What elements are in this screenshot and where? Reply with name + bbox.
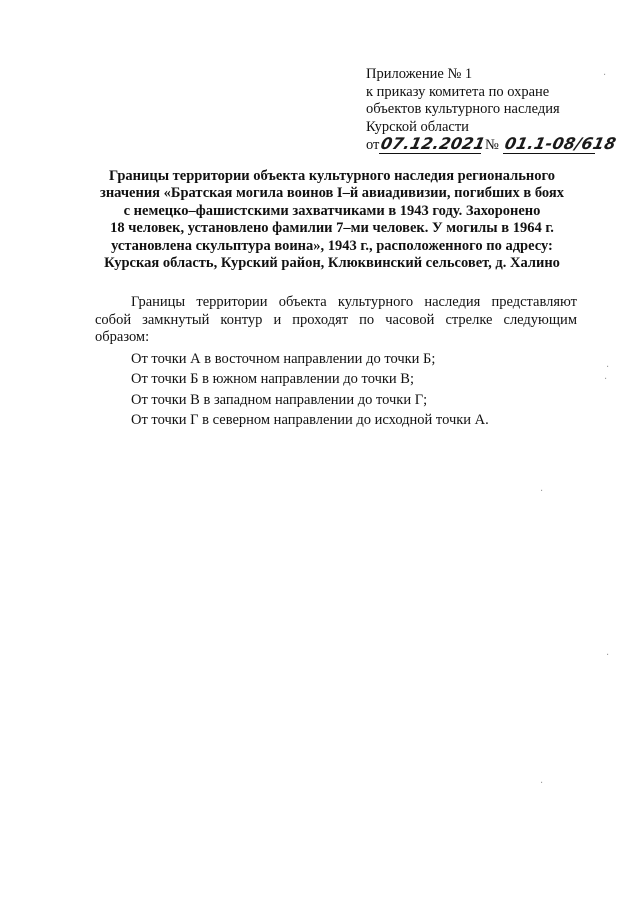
document-body: [95, 294, 577, 431]
appendix-committee-line: объектов культурного наследия: [366, 101, 560, 117]
order-number-field: [502, 134, 618, 154]
paragraph-line: образом:: [95, 329, 150, 346]
scan-speck: ·: [606, 362, 610, 373]
from-label: от: [366, 137, 380, 153]
order-number-handwritten: 01.1-08/618: [502, 134, 618, 153]
number-label: №: [485, 137, 499, 153]
order-date-number-line: [366, 134, 618, 155]
list-item: От точки В в западном направлении до точки Г;: [131, 391, 428, 408]
appendix-block: [366, 66, 618, 155]
title-line: с немецко–фашистскими захватчиками в 1943 году. Захоронено: [123, 202, 541, 219]
title-line: установлена скульптура воина», 1943 г., расположенного по адресу:: [111, 237, 553, 254]
title-line: 18 человек, установлено фамилии 7–ми человек. У могилы в 1964 г.: [110, 220, 554, 237]
scan-speck: ·: [603, 70, 607, 81]
appendix-title: Приложение № 1: [366, 66, 473, 82]
document-title: [72, 168, 592, 272]
list-item: От точки А в восточном направлении до точки Б;: [131, 350, 436, 367]
list-item: От точки Г в северном направлении до исходной точки А.: [131, 412, 489, 429]
paragraph-line: собой замкнутый контур и проходят по часовой стрелке следующим: [95, 311, 577, 328]
title-line: Курская область, Курский район, Клюквинский сельсовет, д. Халино: [104, 255, 560, 272]
boundary-description-list: [95, 349, 577, 431]
order-date-handwritten: 07.12.2021: [379, 134, 488, 153]
appendix-order-line: к приказу комитета по охране: [366, 83, 550, 100]
scan-speck: ·: [606, 650, 610, 661]
scan-speck: ·: [540, 486, 544, 497]
order-date-field: [379, 134, 488, 154]
paragraph-line: Границы территории объекта культурного наследия представляют: [131, 294, 577, 310]
title-line: значения «Братская могила воинов I–й авиадивизии, погибших в боях: [100, 185, 564, 202]
scan-speck: ·: [540, 778, 544, 789]
scan-speck: ·: [604, 374, 608, 385]
title-line: Границы территории объекта культурного наследия регионального: [109, 168, 555, 184]
list-item: От точки Б в южном направлении до точки В;: [131, 371, 414, 388]
appendix-region-line: Курской области: [366, 118, 469, 135]
